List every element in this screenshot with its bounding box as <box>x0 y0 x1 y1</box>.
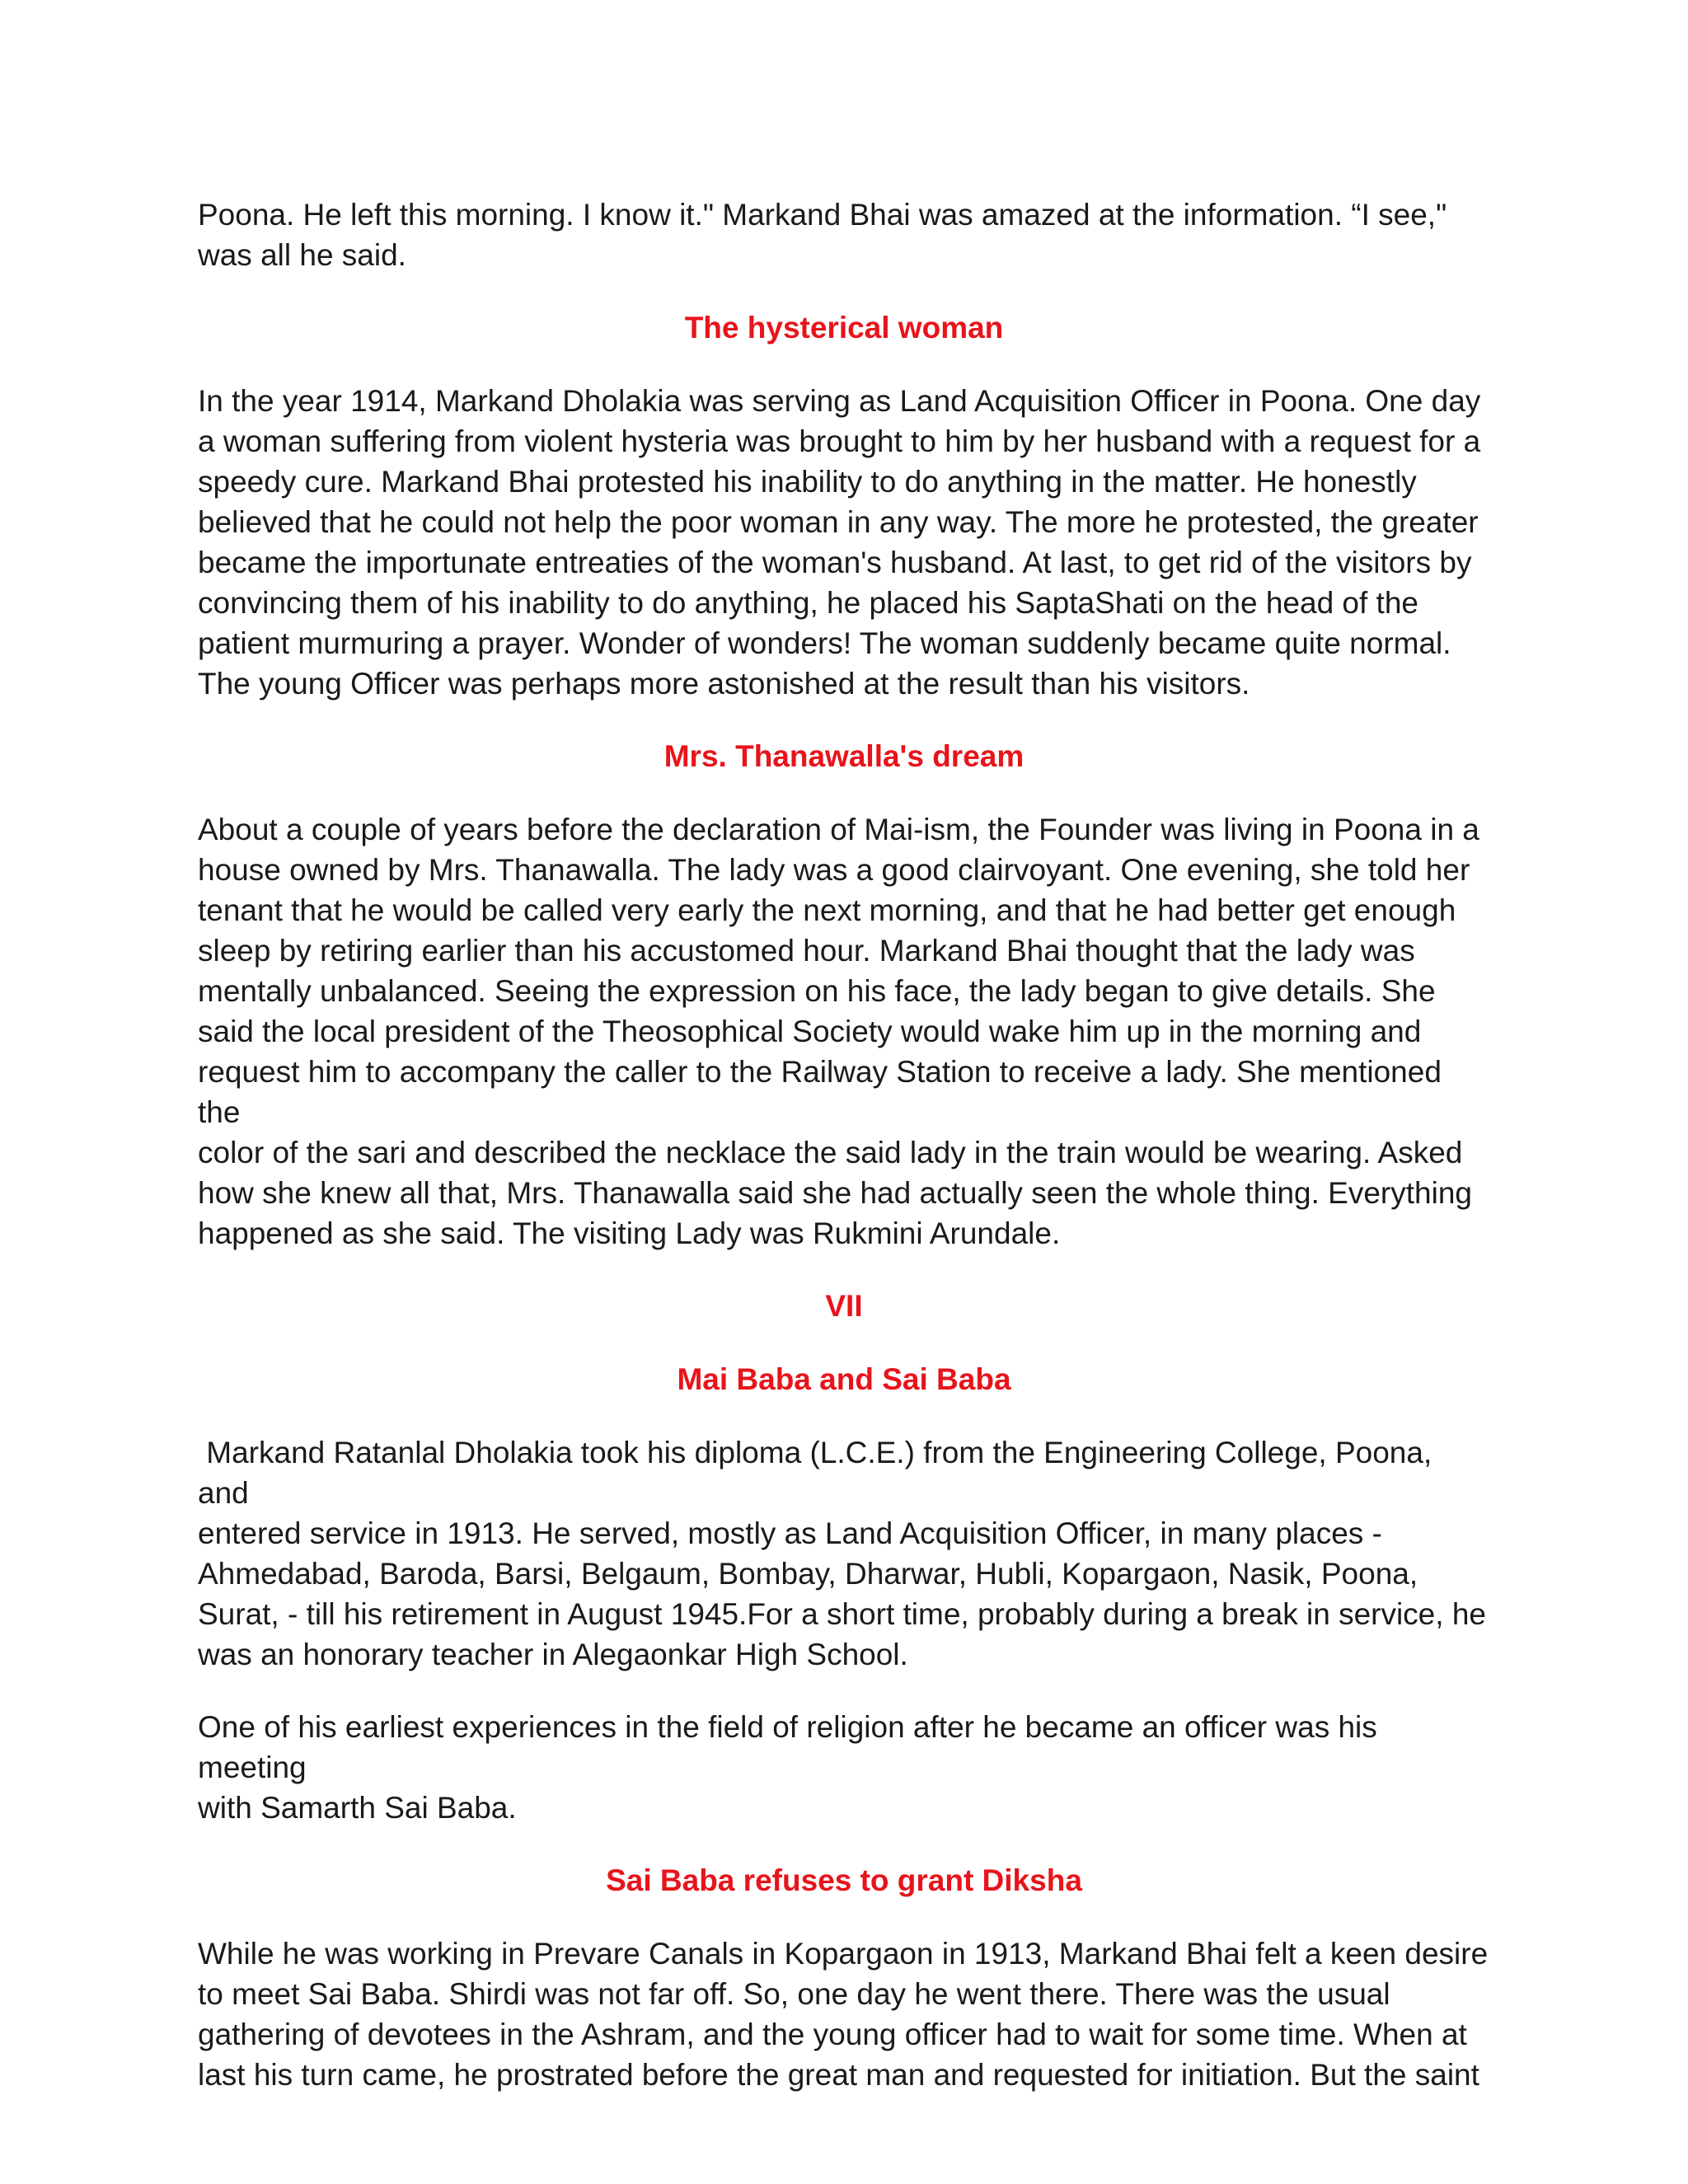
paragraph-poona-continuation: Poona. He left this morning. I know it." Markand Bhai was amazed at the information. “I see," was all he said. <box>198 198 1447 272</box>
paragraph-hysterical-woman: In the year 1914, Markand Dholakia was serving as Land Acquisition Officer in Poona. One day a woman suffering from violent hysteria was brought to him by her husband with a request for a speedy cure. Markand Bhai protested his inability to do anything in the matter. He honestly believed that he could not help the poor woman in any way. The more he protested, the greater became the importunate entreaties of the woman's husband. At last, to get rid of the visitors by convincing them of his inability to do anything, he placed his SaptaShati on the head of the patient murmuring a prayer. Wonder of wonders! The woman suddenly became quite normal. The young Officer was perhaps more astonished at the result than his visitors. <box>198 384 1481 701</box>
document-page <box>198 194 1490 2095</box>
chapter-number: VII <box>825 1289 863 1323</box>
section-heading-hysterical-woman: The hysterical woman <box>684 311 1004 344</box>
section-heading-diksha: Sai Baba refuses to grant Diksha <box>606 1863 1082 1897</box>
paragraph-earliest-experience: One of his earliest experiences in the field of religion after he became an officer was his meeting with Samarth Sai Baba. <box>198 1710 1377 1825</box>
paragraph-thanawalla-dream: About a couple of years before the declaration of Mai-ism, the Founder was living in Poona in a house owned by Mrs. Thanawalla. The lady was a good clairvoyant. One evening, she told her tenant that he would be called very early the next morning, and that he had better get enough sleep by retiring earlier than his accustomed hour. Markand Bhai thought that the lady was mentally unbalanced. Seeing the expression on his face, the lady began to give details. She said the local president of the Theosophical Society would wake him up in the morning and request him to accompany the caller to the Railway Station to receive a lady. She mentioned the color of the sari and described the necklace the said lady in the train would be wearing. Asked how she knew all that, Mrs. Thanawalla said she had actually seen the whole thing. Everything happened as she said. The visiting Lady was Rukmini Arundale. <box>198 813 1479 1250</box>
paragraph-shirdi-visit: While he was working in Prevare Canals in Kopargaon in 1913, Markand Bhai felt a keen desire to meet Sai Baba. Shirdi was not far off. So, one day he went there. There was the usual gathering of devotees in the Ashram, and the young officer had to wait for some time. When at last his turn came, he prostrated before the great man and requested for initiation. But the saint <box>198 1937 1489 2092</box>
section-heading-thanawalla-dream: Mrs. Thanawalla's dream <box>663 739 1025 773</box>
chapter-title: Mai Baba and Sai Baba <box>677 1362 1011 1396</box>
paragraph-career: Markand Ratanlal Dholakia took his diploma (L.C.E.) from the Engineering College, Poona, and entered service in 1913. He served, mostly as Land Acquisition Officer, in many places - Ahmedabad, Baroda, Barsi, Belgaum, Bombay, Dharwar, Hubli, Kopargaon, Nasik, Poona, Surat, - till his retirement in August 1945.For a short time, probably during a break in service, he was an honorary teacher in Alegaonkar High School. <box>198 1436 1486 1671</box>
